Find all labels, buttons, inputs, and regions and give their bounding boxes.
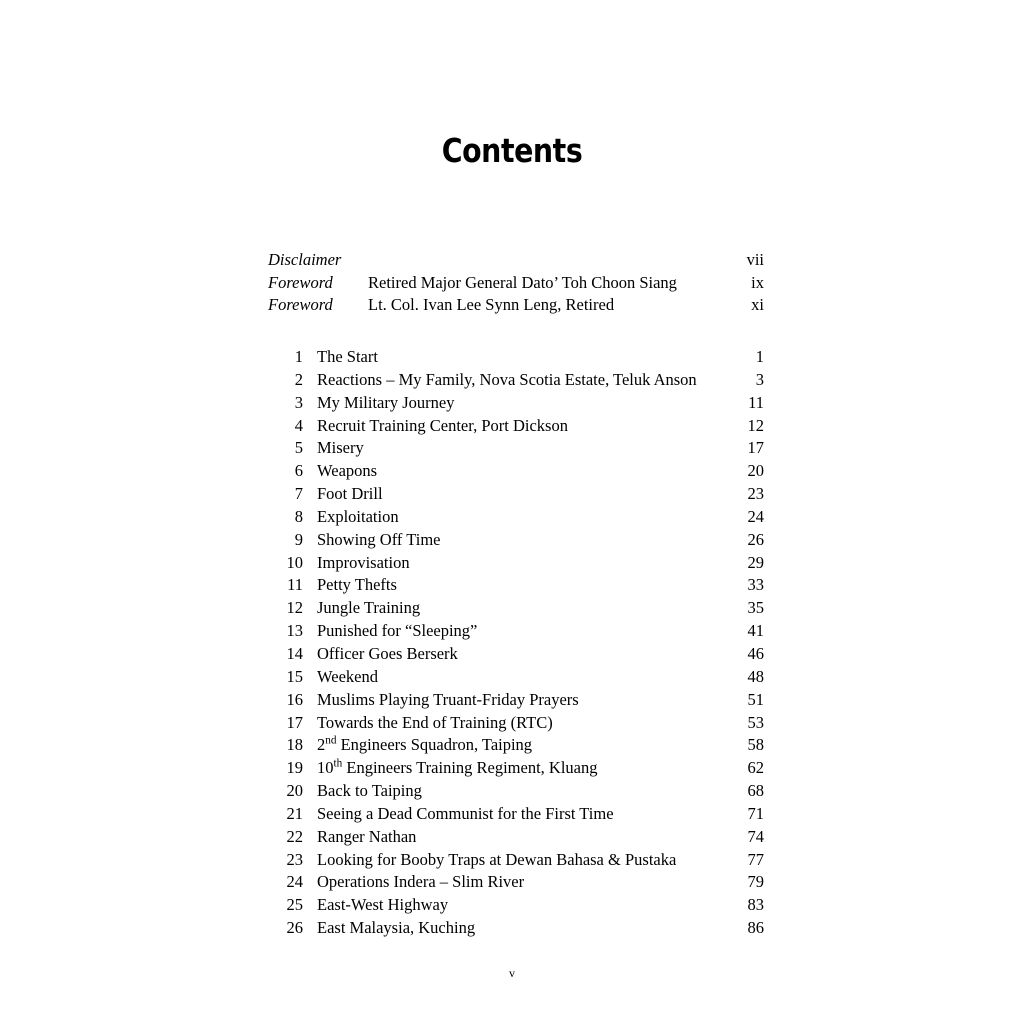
toc-chapter-number: 17 [286,712,303,732]
toc-chapter-number: 7 [294,484,303,504]
front-matter-text: Retired Major General Dato’ Toh Choon Siang [368,272,677,292]
toc-chapter-number: 11 [287,575,303,595]
toc-chapter-title: Petty Thefts [317,575,397,595]
front-matter-page: xi [751,295,764,314]
toc-chapter-number: 14 [286,643,303,663]
toc-page-number: 58 [747,735,764,755]
toc-entry[interactable] [268,553,764,576]
toc-page-number: 11 [748,392,764,412]
toc-chapter-number: 18 [286,735,303,755]
toc-chapter-number: 19 [286,758,303,778]
front-matter-list [268,250,764,318]
toc-page-number: 35 [747,598,764,618]
toc-page-number: 33 [747,575,764,595]
toc-chapter-title: My Military Journey [317,392,455,412]
toc-chapter-number: 10 [286,552,303,572]
toc-entry[interactable] [268,461,764,484]
toc-chapter-title: Looking for Booby Traps at Dewan Bahasa & Pustaka [317,849,677,869]
toc-chapter-title: Weekend [317,666,378,686]
toc-page-number: 86 [747,918,764,938]
toc-chapter-number: 1 [294,347,303,366]
toc-chapter-title: Seeing a Dead Communist for the First Time [317,803,614,823]
toc-page-number: 53 [747,712,764,732]
toc-page-number: 26 [747,529,764,549]
folio-page-number: v [509,966,515,980]
front-matter-label: Disclaimer [268,250,342,269]
toc-page-number: 62 [747,758,764,778]
toc-entry[interactable] [268,872,764,895]
toc-page-number: 17 [747,438,764,458]
toc-chapter-title: East Malaysia, Kuching [317,918,476,938]
toc-chapter-title: Ranger Nathan [317,826,417,846]
toc-entry[interactable] [268,507,764,530]
toc-entry[interactable] [268,530,764,553]
toc-page-number: 71 [747,803,764,823]
toc-chapter-title: Operations Indera – Slim River [317,872,525,892]
toc-chapter-number: 3 [294,392,303,412]
toc-chapter-number: 13 [286,621,303,641]
toc-entry[interactable] [268,575,764,598]
toc-entry[interactable] [268,690,764,713]
toc-page-number: 20 [747,461,764,481]
toc-page-number: 46 [747,643,764,663]
toc-page-number: 79 [747,872,764,892]
front-matter-text: Lt. Col. Ivan Lee Synn Leng, Retired [368,295,615,314]
toc-entry[interactable] [268,918,764,941]
toc-entry[interactable] [268,393,764,416]
front-matter-row [268,273,764,296]
toc-entry[interactable] [268,713,764,736]
toc-chapter-number: 6 [294,461,303,481]
toc-chapter-number: 23 [286,849,303,869]
toc-chapter-title: Recruit Training Center, Port Dickson [317,415,568,435]
toc-entry[interactable] [268,781,764,804]
toc-chapter-title: Back to Taiping [317,781,422,801]
toc-chapter-title: Improvisation [317,552,410,572]
toc-page-number: 41 [747,621,764,641]
toc-chapter-number: 2 [294,369,303,389]
toc-chapter-title: Showing Off Time [317,529,441,549]
toc-chapter-number: 4 [294,415,303,435]
toc-page-number: 29 [747,552,764,572]
toc-entry[interactable] [268,827,764,850]
toc-chapter-number: 5 [294,438,303,458]
toc-entry[interactable] [268,735,764,758]
front-matter-label: Foreword [268,272,333,292]
toc-entry[interactable] [268,347,764,370]
toc-chapter-number: 20 [286,781,303,801]
toc-chapter-title: 2nd Engineers Squadron, Taiping [317,734,533,755]
toc-entry[interactable] [268,370,764,393]
toc-chapter-number: 24 [286,872,303,892]
toc-entry[interactable] [268,621,764,644]
front-matter-row [268,250,764,273]
toc-entry[interactable] [268,438,764,461]
toc-chapter-number: 26 [286,918,303,938]
toc-page-number: 48 [747,666,764,686]
toc-chapter-number: 15 [286,666,303,686]
toc-page-number: 74 [747,826,764,846]
toc-page-number: 12 [747,415,764,435]
toc-chapter-title: Jungle Training [317,598,421,618]
toc-entry[interactable] [268,484,764,507]
toc-entry[interactable] [268,416,764,439]
toc-entry[interactable] [268,667,764,690]
front-matter-page: vii [746,250,764,269]
toc-entry[interactable] [268,895,764,918]
toc-chapter-title: Foot Drill [317,484,383,504]
toc-chapter-title: Muslims Playing Truant-Friday Prayers [317,689,579,709]
toc-entry[interactable] [268,644,764,667]
toc-chapter-title: 10th Engineers Training Regiment, Kluang [317,757,598,778]
front-matter-page: ix [751,272,764,292]
toc-entry[interactable] [268,758,764,781]
toc-chapter-title: East-West Highway [317,895,449,915]
table-of-contents [268,347,764,941]
toc-chapter-title: Misery [317,438,364,458]
toc-chapter-number: 9 [294,529,303,549]
toc-chapter-number: 22 [286,826,303,846]
toc-chapter-title: Weapons [317,461,378,481]
toc-entry[interactable] [268,598,764,621]
toc-chapter-title: The Start [317,347,378,366]
toc-page-number: 68 [747,781,764,801]
toc-chapter-title: Punished for “Sleeping” [317,621,478,641]
toc-page-number: 23 [747,484,764,504]
toc-chapter-number: 25 [286,895,303,915]
toc-chapter-title: Exploitation [317,506,399,526]
page-title: Contents [441,131,583,170]
toc-chapter-number: 21 [286,803,303,823]
toc-chapter-title: Towards the End of Training (RTC) [317,712,553,732]
toc-chapter-number: 16 [286,689,303,709]
front-matter-row [268,295,764,318]
toc-page-number: 77 [747,849,764,869]
toc-page-number: 51 [747,689,764,709]
toc-chapter-number: 8 [294,506,303,526]
toc-chapter-title: Officer Goes Berserk [317,643,458,663]
toc-chapter-title: Reactions – My Family, Nova Scotia Estate, Teluk Anson [317,369,697,389]
front-matter-label: Foreword [268,295,333,314]
toc-entry[interactable] [268,850,764,873]
toc-page-number: 83 [747,895,764,915]
toc-page-number: 3 [755,369,764,389]
toc-page-number: 1 [755,347,764,366]
toc-entry[interactable] [268,804,764,827]
toc-chapter-number: 12 [286,598,303,618]
toc-page-number: 24 [747,506,764,526]
